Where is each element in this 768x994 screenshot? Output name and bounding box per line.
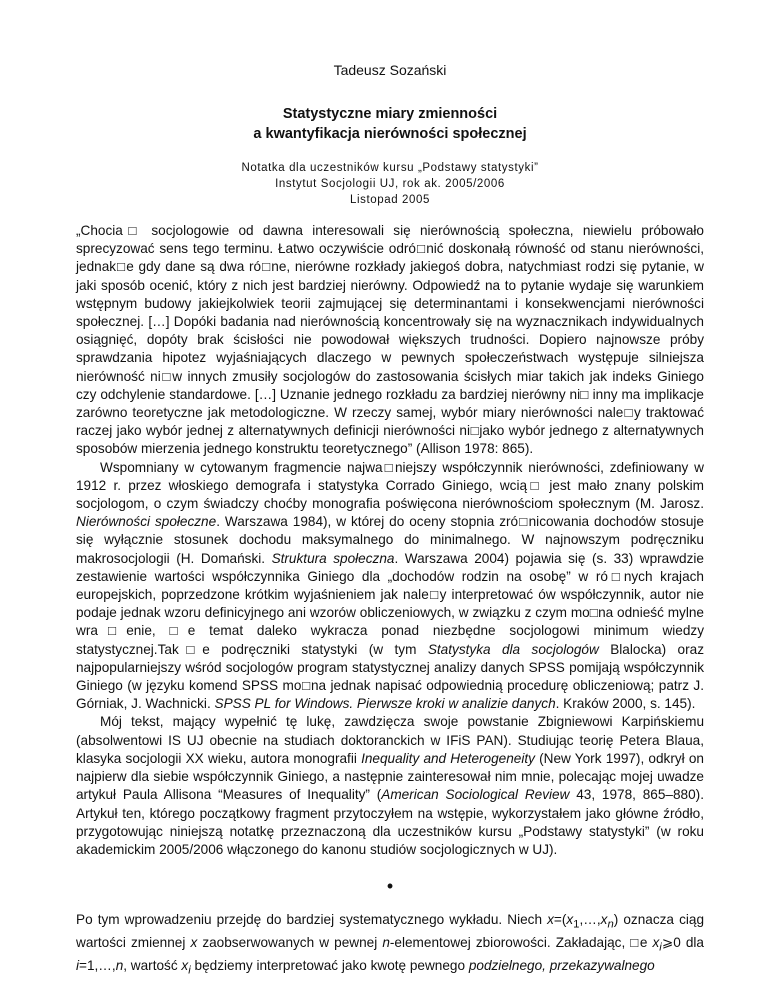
document-title xyxy=(76,104,704,144)
math-var: x xyxy=(547,912,554,928)
text-run: (New York 1997), odkrył on najpierw dla siebie współczynnik Giniego, a następnie zainteresował nim mnie, polecając mojej uwadze artykuł Paula Allisona “Measures of Inequality” ( xyxy=(76,750,704,803)
title-line-2: a kwantyfikacja nierówności społecznej xyxy=(253,126,527,142)
text-run: , wartość xyxy=(123,957,182,973)
title-line-1: Statystyczne miary zmienności xyxy=(282,106,498,122)
math-var: n xyxy=(382,935,390,951)
text-run: ⩾0 dla xyxy=(661,935,704,951)
math-var: n xyxy=(115,957,124,973)
book-title: Nierówności społeczne xyxy=(76,514,217,530)
journal-title: American Sociological Review xyxy=(381,787,570,803)
text-run: 43, 1978, 865–880). Artykuł ten, którego początkowy fragment przytoczyłem na wstępie, wykorzystałem jako główne źródło, przygotowując niniejszą notatkę przeznaczoną dla uczestników kursu „Podstawy statystyki” (w roku akademickim 2005/2006 włączonego do kanonu studiów socjologicznych w UJ). xyxy=(76,787,704,857)
math-var: i xyxy=(76,957,80,973)
math-subscript: i xyxy=(659,941,662,954)
author: Tadeusz Sozański xyxy=(333,62,447,78)
note-line-2: Instytut Socjologii UJ, rok ak. 2005/2006 xyxy=(275,178,505,190)
text-run: . Warszawa 1984), w której do oceny stopnia zró□nicowania dochodów stosuje się wyłącznie stosunek dochodu maksymalnego do minimalnego. W najnowszym podręczniku makrosocjologii (H. Domański. xyxy=(76,514,704,566)
text-run: ) oznacza ciąg wartości zmiennej xyxy=(76,912,705,951)
emphasis: podzielnego, przekazywalnego xyxy=(468,957,655,973)
math-var: x xyxy=(181,957,189,973)
text-run: -elementowej zbiorowości. Zakładając, □e xyxy=(389,935,653,951)
paragraph-3 xyxy=(76,713,704,859)
course-note xyxy=(76,160,704,208)
math-subscript: i xyxy=(188,964,191,977)
math-var: x xyxy=(600,912,608,928)
book-title: Inequality and Heterogeneity xyxy=(361,750,535,766)
math-subscript: 1 xyxy=(573,918,580,931)
math-var: x xyxy=(652,935,660,951)
text-run: będziemy interpretować jako kwotę pewnego xyxy=(190,957,469,973)
paragraph-4 xyxy=(76,911,704,980)
book-title: SPSS PL for Windows. Pierwsze kroki w analizie danych xyxy=(214,696,556,712)
note-line-1: Notatka dla uczestników kursu „Podstawy statystyki” xyxy=(241,162,539,174)
text-run: Mój tekst, mający wypełnić tę lukę, zawdzięcza swoje powstanie Zbigniewowi Karpińskiemu (absolwentowi IS UJ obecnie na studiach doktoranckich w IFiS PAN). Studiując teorię Petera Blaua, klasyka socjologii XX wieku, autora monografii xyxy=(76,714,704,766)
text-run: . Kraków 2000, s. 145). xyxy=(555,696,696,712)
text-run: Po tym wprowadzeniu przejdę do bardziej systematycznego wykładu. Niech xyxy=(76,912,548,928)
quote-paragraph: „Chocia□ socjologowie od dawna interesowali się nierównością społeczna, niewielu próbowało sprecyzować sens tego terminu. Łatwo oczywiście odró□nić doskonałą równość od stanu nierówności, jednak□e gdy dane są dwa ró□ne, nierówne rozkłady jakiegoś dobra, natychmiast rodzi się pytanie, w jaki sposób ocenić, który z nich jest bardziej nierówny. Odpowiedź na to pytanie wydaje się warunkiem wstępnym budowy jakiejkolwiek teorii zajmującej się determinantami i konsekwencjami nierówności społecznej. […] Dopóki badania nad nierównością koncentrowały się na wyznacznikach indywidualnych osiągnięć, dopóty brak ścisłości nie powodował większych trudności. Dopiero najnowsze próby sprawdzania hipotez wyjaśniających dlaczego w pewnych społeczeństwach występuje silniejsza nierówność ni□w innych zmusiły socjologów do zastosowania ścisłych miar takich jak indeks Giniego czy odchylenie standardowe. […] Uznanie jednego rozkładu za bardziej nierówny ni□ inny ma implikacje zarówno teoretyczne jak metodologiczne. W rzeczy samej, wybór miary nierówności nale□y traktować raczej jako wybór jednej z alternatywnych definicji nierówności ni□jako wybór jednego z alternatywnych sposobów mierzenia jednego konstruktu teoretycznego” (Allison 1978: 865). xyxy=(76,223,704,457)
text-run: ,…, xyxy=(579,912,601,928)
text-run: =1,…, xyxy=(79,957,116,973)
text-run: . Warszawa 2004) pojawia się (s. 33) wprawdzie zestawienie wartości współczynnika Giniego dla „dochodów rodzin na osobę” w ró□nych krajach europejskich, poprzedzone krótkim wyjaśnieniem jak nale□y interpretować ów współczynnik, autor nie podaje jednak wzoru definicyjnego ani wzorów obliczeniowych, w związku z czym mo□na odnieść mylne wra□enie, □e temat daleko wykracza ponad niezbędne socjologowi minimum wiedzy statystycznej.Tak□e podręczniki statystyki (w tym xyxy=(76,550,704,657)
text-run: Wspomniany w cytowanym fragmencie najwa□niejszy współczynnik nierówności, zdefiniowany w 1912 r. przez włoskiego demografa i statystyka Corrado Giniego, wcią□ jest mało znany polskim socjologom, o czym świadczy choćby monografia poświęcona nierównościom społecznym (M. Jarosz. xyxy=(76,459,704,512)
math-var: x xyxy=(566,912,574,928)
note-line-3: Listopad 2005 xyxy=(349,194,431,206)
paragraph-2 xyxy=(76,459,704,714)
text-run: =( xyxy=(553,912,567,928)
text-run: zaobserwowanych w pewnej xyxy=(197,935,383,951)
section-separator: • xyxy=(386,876,394,897)
math-subscript: n xyxy=(607,918,614,931)
book-title: Struktura społeczna xyxy=(271,550,395,566)
book-title: Statystyka dla socjologów xyxy=(427,641,599,657)
math-var: x xyxy=(190,935,198,951)
text-run: Blalocka) oraz najpopularniejszy wśród socjologów program statystycznej analizy danych SPSS pomijają współczynnik Giniego (w języku komend SPSS mo□na jednak napisać odpowiednią procedurę obliczeniową; patrz J. Górniak, J. Wachnicki. xyxy=(76,641,705,712)
